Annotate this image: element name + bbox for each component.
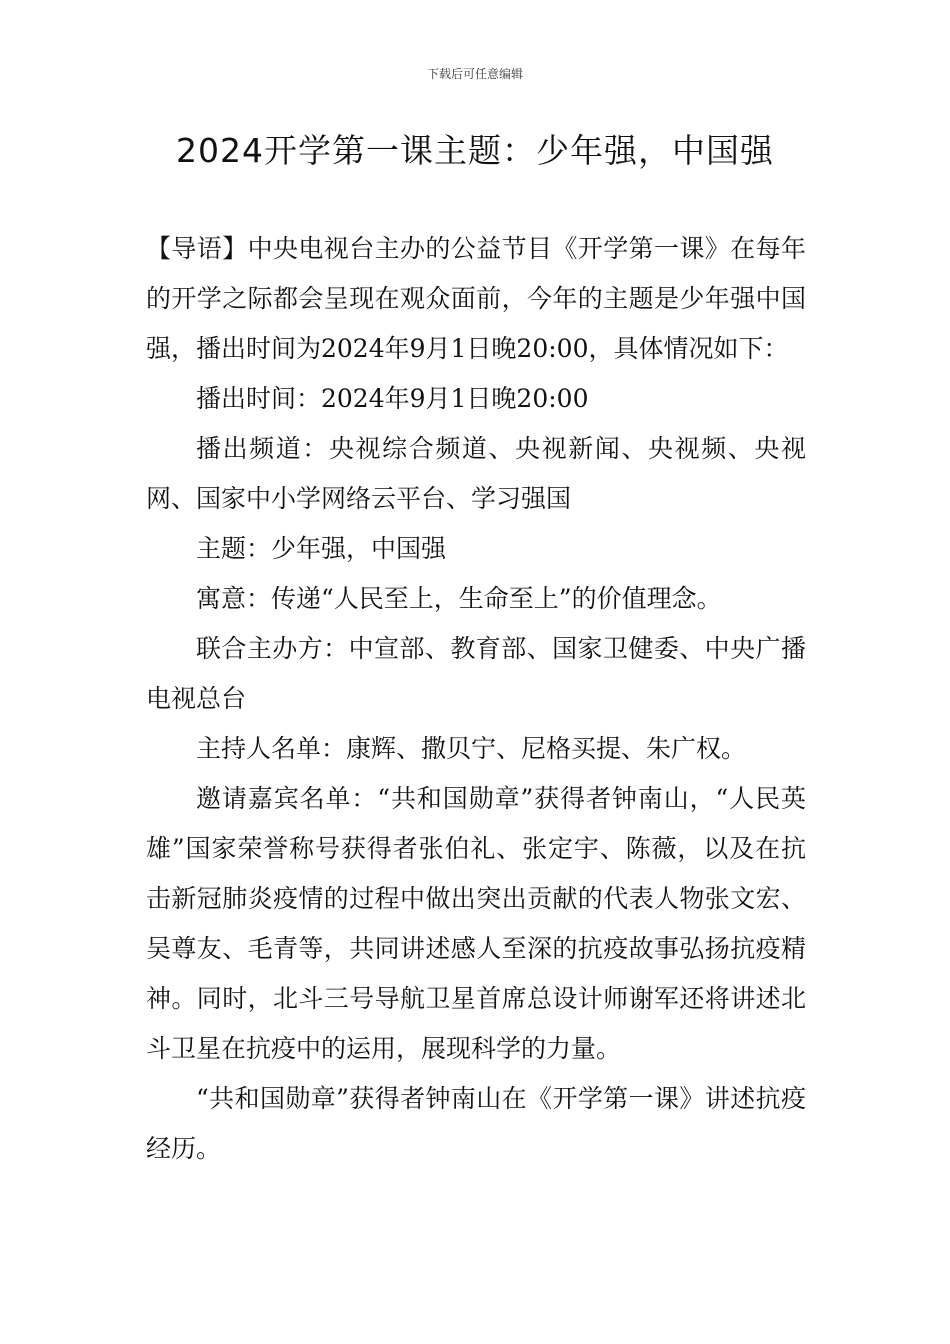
broadcast-channel-paragraph: 播出频道：央视综合频道、央视新闻、央视频、央视网、国家中小学网络云平台、学习强国 xyxy=(146,434,806,513)
document-title: 2024开学第一课主题：少年强，中国强 xyxy=(176,131,774,170)
guests-paragraph: 邀请嘉宾名单：“共和国勋章”获得者钟南山，“人民英雄”国家荣誉称号获得者张伯礼、张定宇、陈薇，以及在抗击新冠肺炎疫情的过程中做出突出贡献的代表人物张文宏、吴尊友、毛青等，共同讲述感人至深的抗疫故事弘扬抗疫精神。同时，北斗三号导航卫星首席总设计师谢军还将讲述北斗卫星在抗疫中的运用，展现科学的力量。 xyxy=(146,784,806,1063)
organizers-paragraph: 联合主办方：中宣部、教育部、国家卫健委、中央广播电视总台 xyxy=(146,634,806,713)
theme-paragraph: 主题：少年强，中国强 xyxy=(196,534,447,563)
broadcast-time-paragraph: 播出时间：2024年9月1日晚20:00 xyxy=(196,384,589,413)
intro-paragraph: 【导语】中央电视台主办的公益节目《开学第一课》在每年的开学之际都会呈现在观众面前，今年的主题是少年强中国强，播出时间为2024年9月1日晚20:00，具体情况如下： xyxy=(146,234,806,363)
document-body xyxy=(146,224,806,1174)
hosts-paragraph: 主持人名单：康辉、撒贝宁、尼格买提、朱广权。 xyxy=(196,734,747,763)
meaning-paragraph: 寓意：传递“人民至上，生命至上”的价值理念。 xyxy=(196,584,722,613)
header-note: 下载后可任意编辑 xyxy=(426,67,523,81)
closing-paragraph: “共和国勋章”获得者钟南山在《开学第一课》讲述抗疫经历。 xyxy=(146,1084,806,1163)
